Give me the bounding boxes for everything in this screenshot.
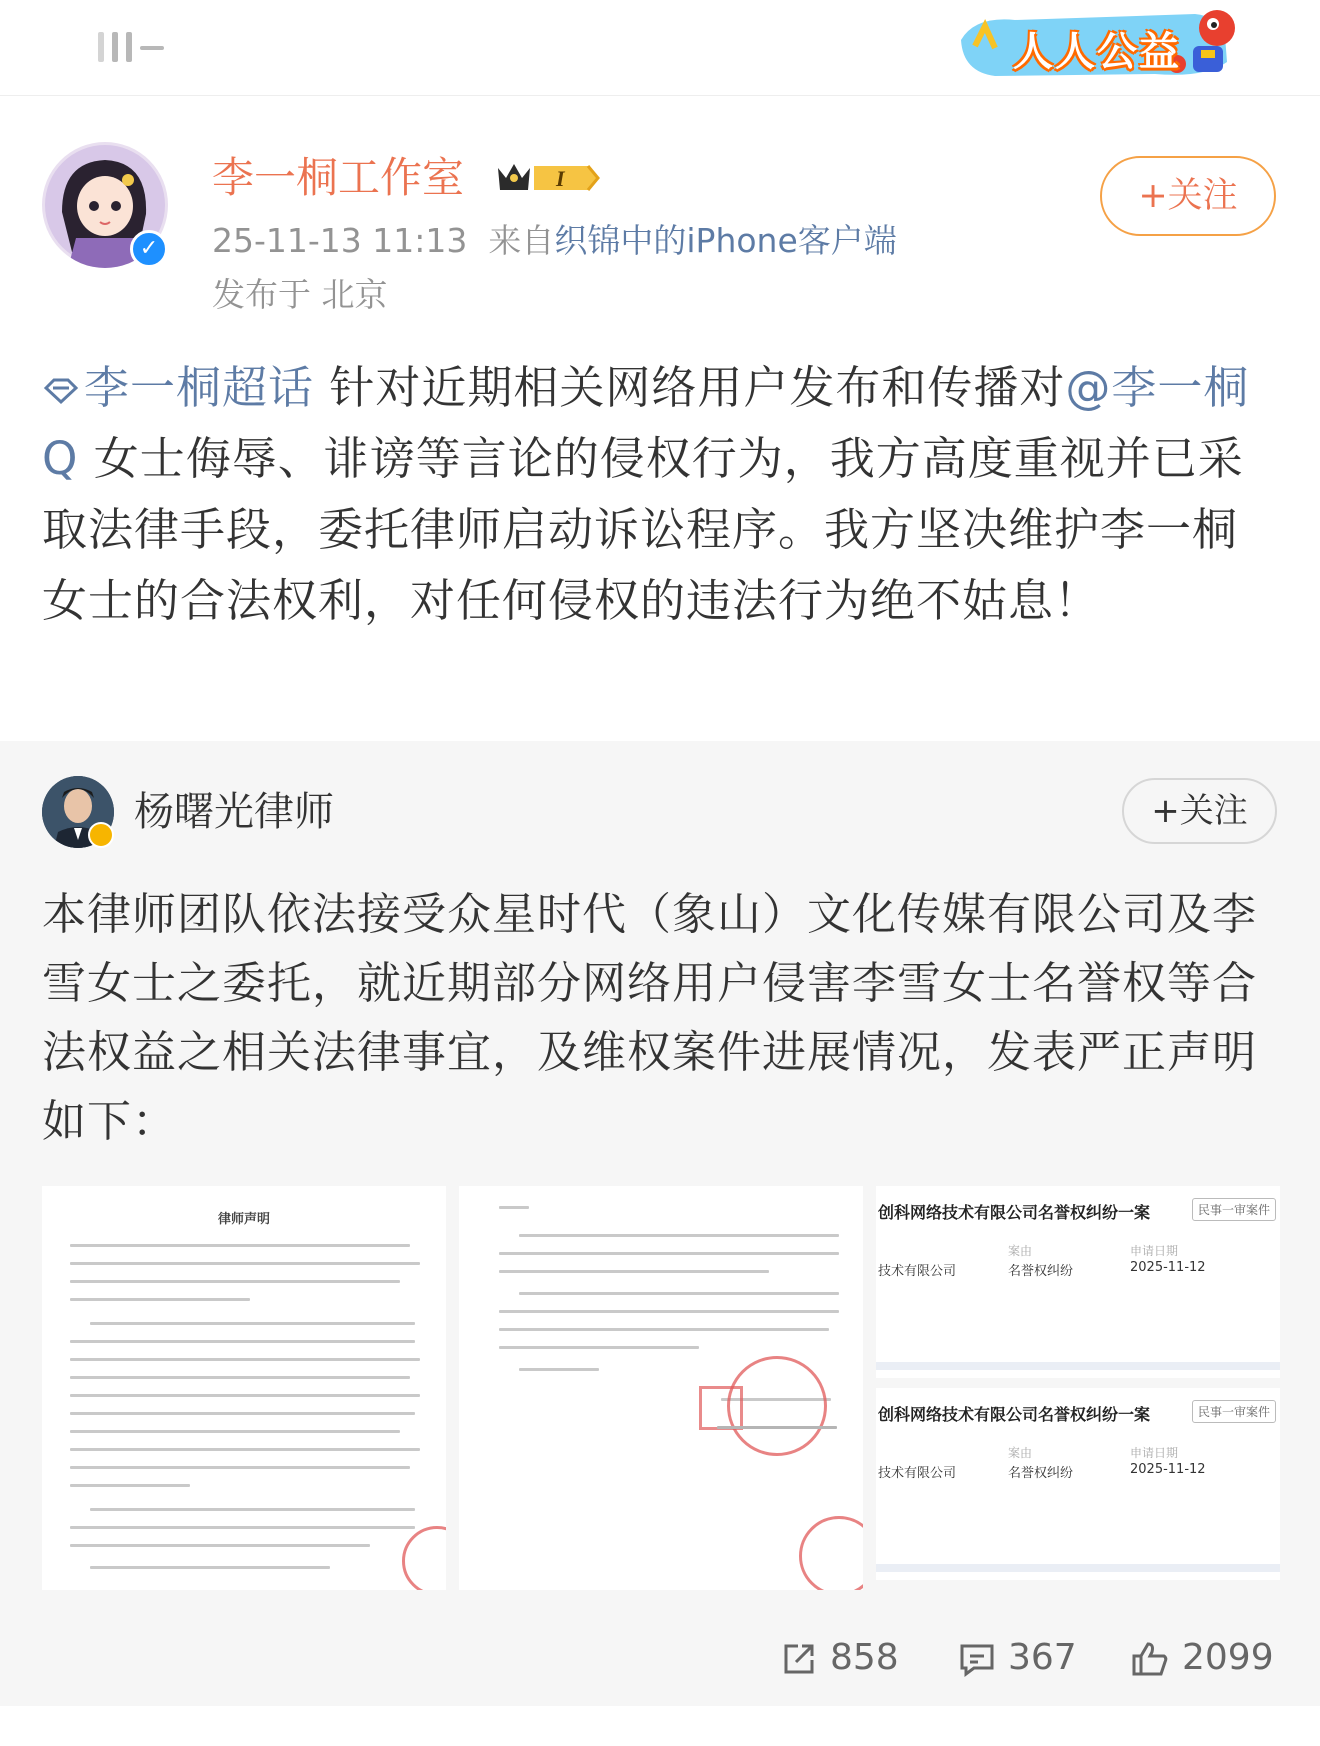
case-date-label: 申请日期 xyxy=(1130,1446,1179,1460)
repost-follow-button[interactable]: +关注 xyxy=(1122,778,1277,844)
case-reason-label: 案由 xyxy=(1008,1244,1033,1258)
supertopic-label: 李一桐超话 xyxy=(84,361,315,414)
post-text-part2: 女士侮辱、诽谤等言论的侵权行为，我方高度重视并已采取法律手段，委托律师启动诉讼程序。我方坚决维护李一桐女士的合法权利，对任何侵权的违法行为绝不姑息！ xyxy=(42,432,1244,627)
case-card xyxy=(876,1388,1280,1580)
case-divider xyxy=(876,1564,1280,1572)
comment-icon xyxy=(958,1640,996,1678)
share-icon xyxy=(780,1640,818,1678)
vip-level-text: I xyxy=(556,166,565,191)
case-title: 创科网络技术有限公司名誉权纠纷一案 xyxy=(878,1203,1151,1222)
post-source-prefix: 来自 xyxy=(488,221,555,260)
repost-author-name[interactable]: 杨曙光律师 xyxy=(134,789,334,835)
repost-verified-badge-icon xyxy=(88,822,114,848)
comment-count: 367 xyxy=(1008,1637,1077,1678)
thumbs-up-icon xyxy=(1130,1640,1170,1678)
mention-link[interactable]: @李一桐Q xyxy=(42,361,1250,485)
post-time: 25-11-13 11:13 xyxy=(212,221,468,260)
vip-crown-badge-icon[interactable] xyxy=(492,158,604,198)
like-action[interactable] xyxy=(1130,1628,1274,1688)
case-date: 2025-11-12 xyxy=(1130,1260,1206,1275)
top-bar xyxy=(0,0,1320,96)
lawyer-seal-icon xyxy=(699,1386,743,1430)
post-text xyxy=(42,352,1278,636)
case-tag: 民事一审案件 xyxy=(1192,1400,1276,1423)
charity-banner[interactable] xyxy=(955,6,1245,82)
follow-button[interactable]: +关注 xyxy=(1100,156,1276,236)
case-title: 创科网络技术有限公司名誉权纠纷一案 xyxy=(878,1405,1151,1424)
case-card xyxy=(876,1186,1280,1378)
post-text-part1: 针对近期相关网络用户发布和传播对 xyxy=(314,361,1066,414)
partial-seal-icon xyxy=(799,1516,863,1590)
case-divider xyxy=(876,1362,1280,1370)
banner-label: 人人公益 xyxy=(1013,29,1181,75)
post-source[interactable]: 织锦中的iPhone客户端 xyxy=(554,221,897,260)
like-count: 2099 xyxy=(1182,1637,1274,1678)
case-date: 2025-11-12 xyxy=(1130,1462,1206,1477)
case-date-label: 申请日期 xyxy=(1130,1244,1179,1258)
verified-badge-icon: ✓ xyxy=(130,230,168,268)
repost-action[interactable] xyxy=(780,1628,899,1688)
case-party: 技术有限公司 xyxy=(878,1264,957,1279)
post-meta xyxy=(212,218,897,264)
case-reason-label: 案由 xyxy=(1008,1446,1033,1460)
repost-count: 858 xyxy=(830,1637,899,1678)
case-reason: 名誉权纠纷 xyxy=(1008,1466,1074,1481)
page-bottom-edge xyxy=(0,1706,1320,1746)
seal-stamp-icon xyxy=(402,1526,446,1590)
post-author-name[interactable]: 李一桐工作室 xyxy=(212,153,465,202)
repost-text: 本律师团队依法接受众星时代（象山）文化传媒有限公司及李雪女士之委托，就近期部分网络用户侵害李雪女士名誉权等合法权益之相关法律事宜，及维权案件进展情况，发表严正声明如下： xyxy=(42,889,1257,1147)
comment-action[interactable] xyxy=(958,1628,1077,1688)
menu-icon[interactable] xyxy=(90,28,180,68)
image-thumbnail-statement-page1[interactable] xyxy=(42,1186,446,1590)
doc-title: 律师声明 xyxy=(217,1212,270,1227)
case-reason: 名誉权纠纷 xyxy=(1008,1264,1074,1279)
image-thumbnail-statement-page2[interactable] xyxy=(459,1186,863,1590)
supertopic-link[interactable] xyxy=(42,361,314,414)
diamond-icon xyxy=(42,376,80,406)
case-party: 技术有限公司 xyxy=(878,1466,957,1481)
case-tag: 民事一审案件 xyxy=(1192,1198,1276,1221)
image-thumbnail-case-records[interactable] xyxy=(876,1186,1280,1590)
post-location: 发布于 北京 xyxy=(212,275,388,314)
